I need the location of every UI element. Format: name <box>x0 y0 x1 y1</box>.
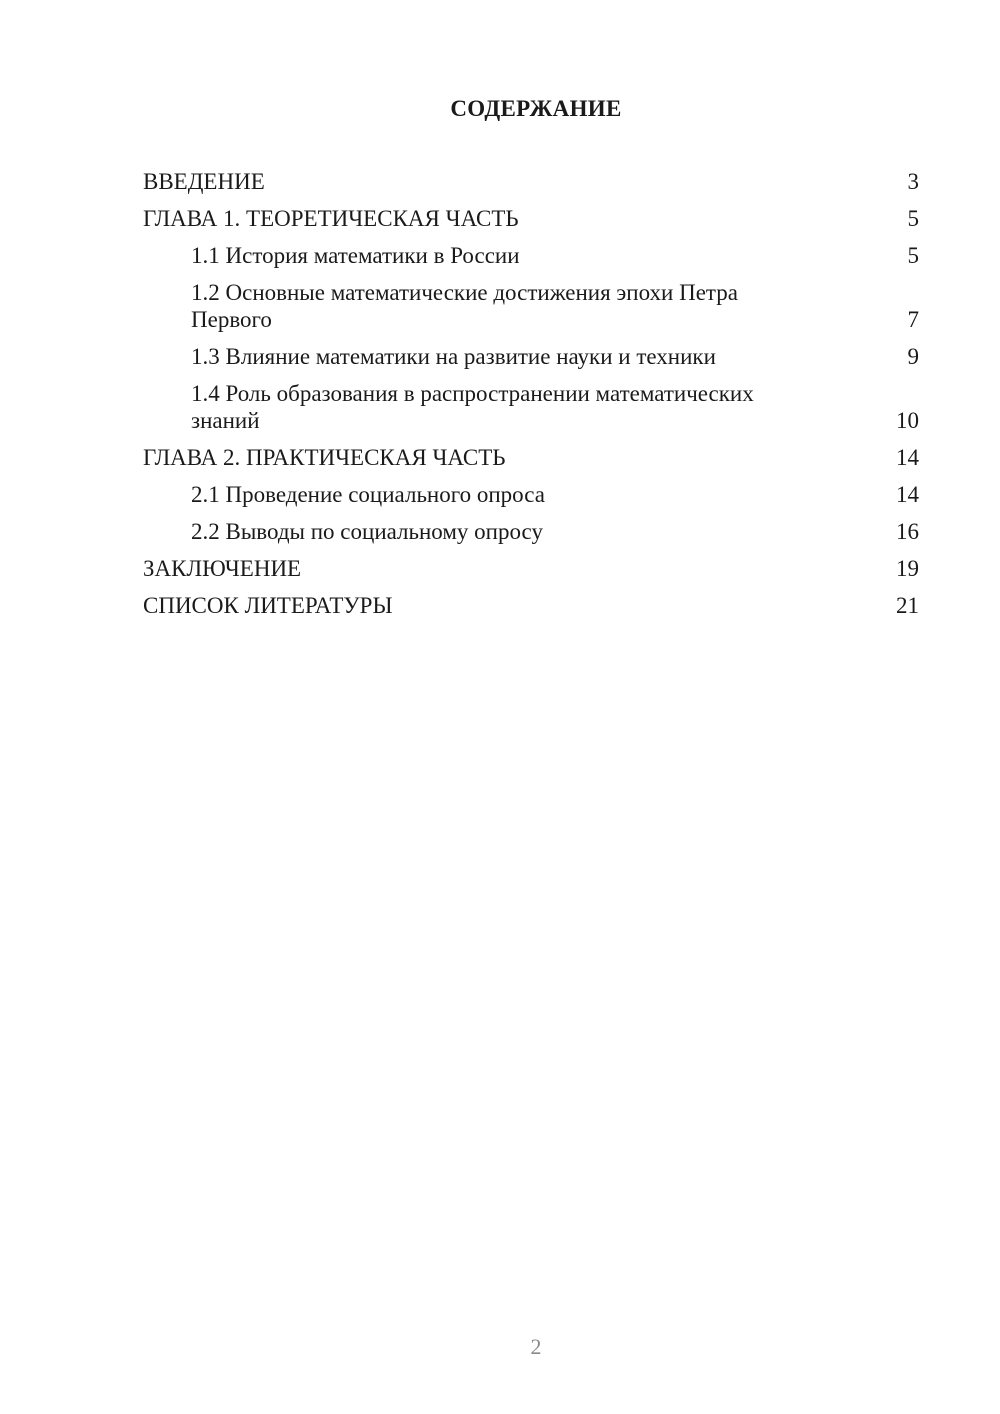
toc-entry[interactable] <box>143 592 919 619</box>
toc-entry-title: 2.2 Выводы по социальному опросу <box>191 519 543 544</box>
toc-entry-title: 2.1 Проведение социального опроса <box>191 482 545 507</box>
toc-entry-title: ЗАКЛЮЧЕНИЕ <box>143 556 302 581</box>
toc-entry-page: 9 <box>907 344 919 369</box>
page-number: 2 <box>530 1334 542 1359</box>
toc-entry-title: 1.2 Основные математические достижения эпохи Петра Первого <box>191 280 738 332</box>
toc-entry-page: 14 <box>896 445 919 470</box>
toc-entry-title: ВВЕДЕНИЕ <box>143 169 265 194</box>
toc-entry-page: 7 <box>907 307 919 332</box>
toc-entry-title: 1.1 История математики в России <box>191 243 520 268</box>
toc-entry[interactable] <box>143 380 919 434</box>
toc-entry[interactable] <box>143 205 919 232</box>
table-of-contents <box>143 168 919 629</box>
toc-entry-page: 16 <box>896 519 919 544</box>
toc-entry-page: 14 <box>896 482 919 507</box>
page-title: СОДЕРЖАНИЕ <box>450 96 622 121</box>
toc-entry[interactable] <box>143 444 919 471</box>
toc-entry-title: СПИСОК ЛИТЕРАТУРЫ <box>143 593 393 618</box>
toc-entry-page: 5 <box>907 243 919 268</box>
toc-entry-title: ГЛАВА 1. ТЕОРЕТИЧЕСКАЯ ЧАСТЬ <box>143 206 519 231</box>
toc-entry[interactable] <box>143 168 919 195</box>
toc-entry[interactable] <box>143 343 919 370</box>
toc-entry-page: 21 <box>896 593 919 618</box>
toc-entry-title: ГЛАВА 2. ПРАКТИЧЕСКАЯ ЧАСТЬ <box>143 445 506 470</box>
toc-entry[interactable] <box>143 555 919 582</box>
toc-entry-title: 1.4 Роль образования в распространении математических знаний <box>191 381 754 433</box>
toc-entry[interactable] <box>143 481 919 508</box>
toc-entry-page: 5 <box>907 206 919 231</box>
toc-entry[interactable] <box>143 518 919 545</box>
toc-entry[interactable] <box>143 242 919 269</box>
toc-entry-page: 19 <box>896 556 919 581</box>
toc-entry-page: 10 <box>896 408 919 433</box>
toc-entry-page: 3 <box>907 169 919 194</box>
toc-entry[interactable] <box>143 279 919 333</box>
toc-entry-title: 1.3 Влияние математики на развитие науки и техники <box>191 344 716 369</box>
